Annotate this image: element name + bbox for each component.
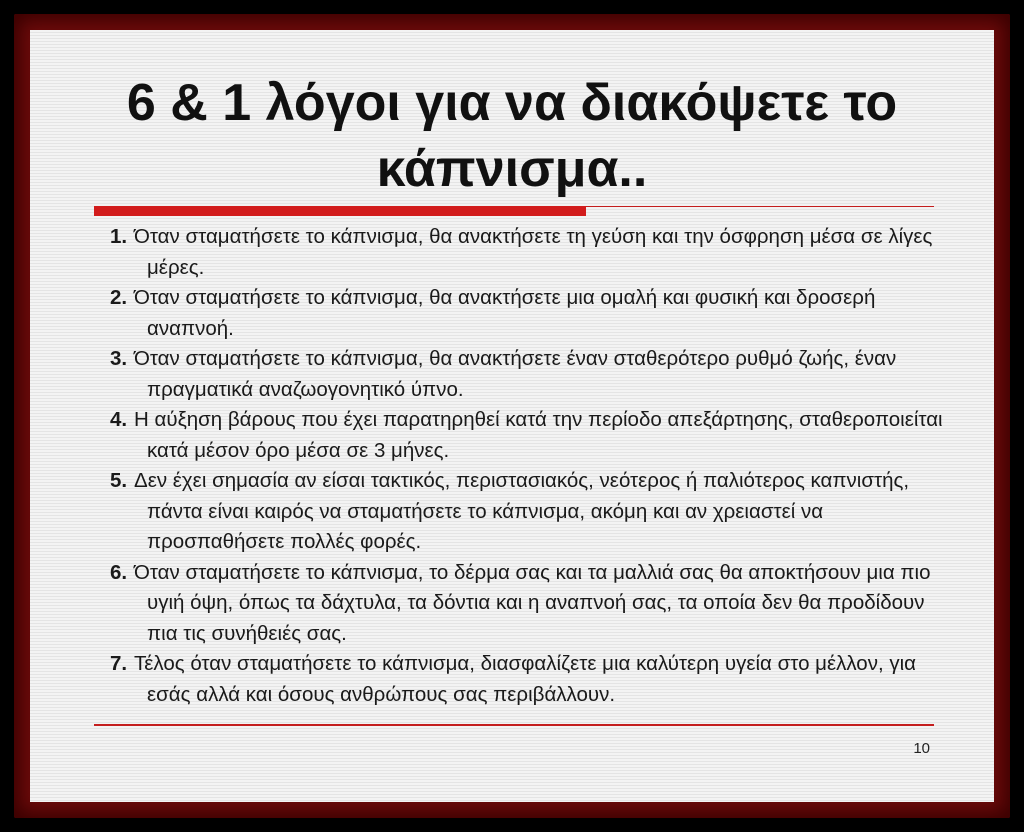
item-text: Όταν σταματήσετε το κάπνισμα, θα ανακτήσετε μια ομαλή και φυσική και δροσερή αναπνοή.	[134, 286, 876, 340]
item-number: 7.	[110, 652, 128, 675]
item-number: 6.	[110, 560, 128, 584]
item-text: Όταν σταματήσετε το κάπνισμα, το δέρμα σας και τα μαλλιά σας θα αποκτήσουν μια πιο υγιή όψη, όπως τα δάχτυλα, τα δόντια και η αναπνοή σας, τα οποία δεν θα προδίδουν πια τις συνήθειές σας.	[134, 560, 931, 645]
item-text: Όταν σταματήσετε το κάπνισμα, θα ανακτήσετε τη γεύση και την όσφρηση μέσα σε λίγες μέρες.	[134, 225, 933, 279]
item-number: 2.	[110, 286, 128, 309]
slide-title	[30, 70, 994, 202]
list-item	[110, 649, 950, 710]
item-text: Δεν έχει σημασία αν είσαι τακτικός, περιστασιακός, νεότερος ή παλιότερος καπνιστής, πάντα είναι καιρός να σταματήσετε το κάπνισμα, ακόμη και αν χρειαστεί να προσπαθήσετε πολλές φορές.	[134, 469, 910, 553]
item-number: 1.	[110, 225, 128, 248]
item-text: Τέλος όταν σταματήσετε το κάπνισμα, διασφαλίζετε μια καλύτερη υγεία στο μέλλον, για εσάς αλλά και όσους ανθρώπους σας περιβάλλουν.	[134, 652, 917, 706]
title-line-1: 6 & 1 λόγοι για να διακόψετε το	[126, 74, 898, 132]
item-number: 4.	[110, 408, 128, 431]
item-text: Η αύξηση βάρους που έχει παρατηρηθεί κατά την περίοδο απεξάρτησης, σταθεροποιείται κατά μέσον όρο μέσα σε 3 μήνες.	[134, 408, 943, 462]
page-number: 10	[913, 740, 930, 757]
title-line-2: κάπνισμα..	[376, 140, 648, 198]
item-number: 3.	[110, 347, 128, 370]
list-item	[110, 222, 950, 283]
list-item	[110, 344, 950, 405]
list-item	[110, 283, 950, 344]
item-number: 5.	[110, 469, 128, 492]
list-item	[110, 466, 950, 558]
slide	[30, 30, 994, 802]
item-text: Όταν σταματήσετε το κάπνισμα, θα ανακτήσετε έναν σταθερότερο ρυθμό ζωής, έναν πραγματικά αναζωογονητικό ύπνο.	[134, 347, 897, 401]
bottom-divider	[94, 724, 934, 726]
reasons-list	[110, 222, 950, 710]
top-divider-thick	[94, 206, 586, 216]
list-item	[110, 558, 950, 650]
list-item	[110, 405, 950, 466]
